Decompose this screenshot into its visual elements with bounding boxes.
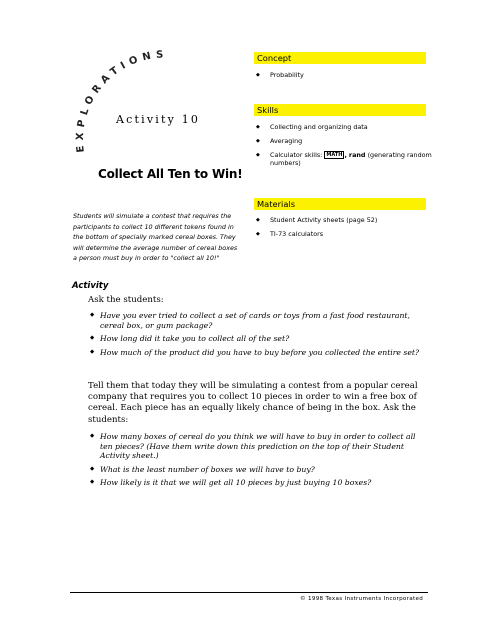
rand-command: rand xyxy=(348,150,366,159)
skills-heading: Skills xyxy=(254,104,426,116)
activity-heading: Activity xyxy=(72,281,109,291)
math-key-icon: MATH xyxy=(326,151,343,158)
activity-number: Activity 10 xyxy=(116,113,201,126)
materials-item: ◆ TI-73 calculators xyxy=(256,230,436,239)
concept-list xyxy=(256,71,436,80)
question-item: ◆ What is the least number of boxes we will have to buy? xyxy=(90,465,420,475)
page-title: Collect All Ten to Win! xyxy=(98,167,243,181)
ask-students: Ask the students: xyxy=(88,295,164,305)
question-list-2 xyxy=(90,432,420,488)
skills-item: ◆ Averaging xyxy=(256,137,436,146)
question-list-1 xyxy=(90,311,420,357)
materials-list xyxy=(256,216,436,239)
skills-list xyxy=(256,123,436,168)
explorations-arc xyxy=(62,40,242,170)
skills-item-calculator: ◆ Calculator skills: MATH , rand (generating random numbers) xyxy=(256,151,436,169)
question-item: ◆ How long did it take you to collect all of the set? xyxy=(90,334,420,344)
concept-item: ◆ Probability xyxy=(256,71,436,80)
question-item: ◆ How likely is it that we will get all 10 pieces by just buying 10 boxes? xyxy=(90,478,420,488)
footer-copyright: © 1998 Texas Instruments Incorporated xyxy=(300,596,424,602)
footer-divider xyxy=(70,592,428,593)
materials-heading: Materials xyxy=(254,198,426,210)
question-item: ◆ How many boxes of cereal do you think we will have to buy in order to collect all ten pieces? (Have them write down this prediction on the top of their Student Activity sheet.) xyxy=(90,432,420,461)
activity-paragraph: Tell them that today they will be simulating a contest from a popular cereal company that requires you to collect 10 pieces in order to win a free box of cereal. Each piece has an equally likely chance of being in the box. Ask the students: xyxy=(88,381,418,425)
explorations-text: EXPLORATIONS xyxy=(74,49,165,154)
question-item: ◆ How much of the product did you have to buy before you collected the entire set? xyxy=(90,348,420,358)
question-item: ◆ Have you ever tried to collect a set of cards or toys from a fast food restaurant, cereal box, or gum package? xyxy=(90,311,420,330)
materials-item: ◆ Student Activity sheets (page 52) xyxy=(256,216,436,225)
skills-item: ◆ Collecting and organizing data xyxy=(256,123,436,132)
intro-text: Students will simulate a contest that requires the participants to collect 10 different tokens found in the bottom of specially marked cereal boxes. They will determine the average number of cereal boxes a person must buy in order to "collect all 10!" xyxy=(73,212,238,263)
concept-heading: Concept xyxy=(254,52,426,64)
